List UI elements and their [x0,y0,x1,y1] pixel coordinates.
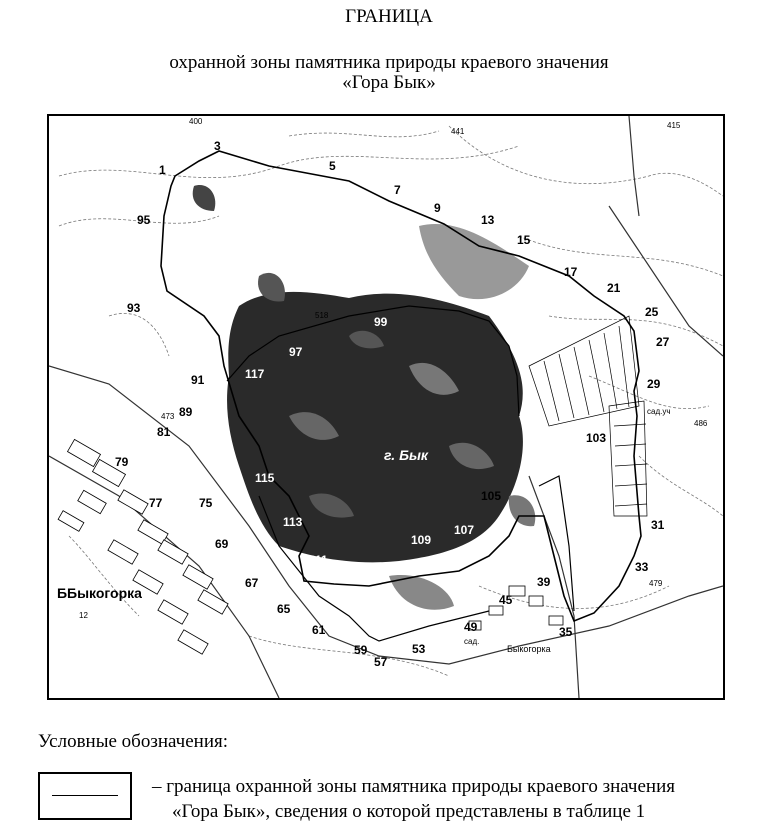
legend-boundary-swatch [38,772,132,820]
boundary-point-107: 107 [454,523,475,537]
elevation-473: 473 [161,412,175,421]
legend-heading: Условные обозначения: [38,731,229,752]
document-title: ГРАНИЦА [345,6,433,27]
boundary-point-89: 89 [179,405,193,419]
map-frame [47,114,725,700]
boundary-point-49: 49 [464,620,478,634]
legend-item-text-line2: «Гора Бык», сведения о которой представлены в таблице 1 [172,801,646,822]
boundary-point-99: 99 [374,315,388,329]
boundary-point-69: 69 [215,537,229,551]
legend-line-icon [52,795,118,796]
boundary-point-7: 7 [394,183,401,197]
boundary-point-27: 27 [656,335,670,349]
boundary-point-13: 13 [481,213,495,227]
misc-label-12: 12 [79,611,88,620]
garden-label-south: сад. [464,637,480,646]
boundary-point-61: 61 [312,623,326,637]
boundary-point-39: 39 [537,575,551,589]
mountain-label: г. Бык [384,447,429,463]
legend-item-text-line1: – граница охранной зоны памятника природы краевого значения [152,776,675,797]
boundary-point-113: 113 [283,515,303,529]
boundary-point-117: 117 [245,367,265,381]
elevation-518: 518 [315,311,329,320]
forest-mass [193,185,536,610]
boundary-point-53: 53 [412,642,426,656]
boundary-point-1: 1 [159,163,166,177]
boundary-point-97: 97 [289,345,303,359]
boundary-point-59: 59 [354,643,368,657]
boundary-point-35: 35 [559,625,573,639]
boundary-point-5: 5 [329,159,336,173]
boundary-point-79: 79 [115,455,129,469]
boundary-point-29: 29 [647,377,661,391]
boundary-point-105: 105 [481,489,502,503]
boundary-point-21: 21 [607,281,621,295]
garden-plots [529,316,647,516]
village-label: Быкогорка [67,585,142,601]
boundary-point-3: 3 [214,139,221,153]
boundary-point-15: 15 [517,233,531,247]
boundary-point-25: 25 [645,305,659,319]
boundary-point-81: 81 [157,425,171,439]
boundary-point-109: 109 [411,533,432,547]
village-prefix: Б [57,585,68,601]
garden-label: сад.уч [647,407,671,416]
east-boundary-segment [539,476,574,611]
boundary-point-17: 17 [564,265,578,279]
boundary-point-67: 67 [245,576,259,590]
elevation-479: 479 [649,579,663,588]
boundary-point-101: 101 [530,427,551,441]
boundary-point-75: 75 [199,496,213,510]
boundary-point-57: 57 [374,655,388,669]
boundary-point-65: 65 [277,602,291,616]
boundary-point-45: 45 [499,593,513,607]
boundary-point-103: 103 [586,431,607,445]
elevation-415: 415 [667,121,681,130]
boundary-point-95: 95 [137,213,151,227]
document-subtitle-line2: «Гора Бык» [342,72,436,93]
village-label-small: Быкогорка [507,644,551,654]
boundary-point-111: 111 [309,553,328,567]
boundary-point-93: 93 [127,301,141,315]
elevation-400: 400 [189,117,203,126]
topographic-map [49,116,723,698]
boundary-point-91: 91 [191,373,205,387]
elevation-486: 486 [694,419,708,428]
boundary-point-77: 77 [149,496,163,510]
document-subtitle-line1: охранной зоны памятника природы краевого значения [169,52,609,73]
elevation-441: 441 [451,127,465,136]
boundary-point-9: 9 [434,201,441,215]
boundary-point-31: 31 [651,518,665,532]
boundary-point-115: 115 [255,471,275,485]
boundary-point-33: 33 [635,560,649,574]
